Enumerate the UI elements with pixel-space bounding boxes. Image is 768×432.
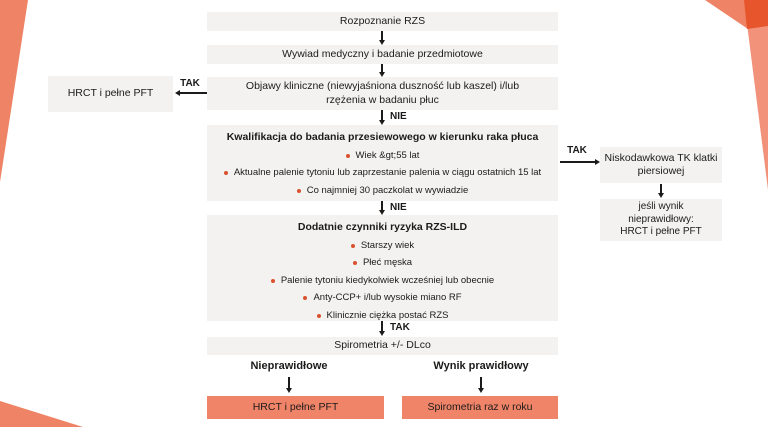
node-if-abnormal-line2: nieprawidłowy: xyxy=(628,213,694,225)
risk-bullet-4 xyxy=(303,292,461,304)
decor-bottom-left-triangle xyxy=(0,401,83,427)
risk-bullet-2-text: Płeć męska xyxy=(362,257,413,268)
edge-label-tak-3: TAK xyxy=(390,322,410,333)
node-symptoms xyxy=(207,77,558,110)
edge-label-tak-right: TAK xyxy=(567,145,587,156)
edge-label-nie-1: NIE xyxy=(390,111,407,122)
edge-label-tak-left: TAK xyxy=(180,78,200,89)
bullet-dot-icon xyxy=(317,314,321,318)
arrow-left-to-hrct xyxy=(180,92,207,94)
arrow-down-5 xyxy=(381,321,383,331)
result-spirometry-label: Spirometria raz w roku xyxy=(427,400,533,413)
edge-label-nie-2: NIE xyxy=(390,202,407,213)
node-history-label: Wywiad medyczny i badanie przedmiotowe xyxy=(282,47,483,60)
arrow-down-right-column xyxy=(660,184,662,193)
branch-label-normal: Wynik prawidłowy xyxy=(433,360,529,372)
risk-bullet-3-text: Palenie tytoniu kiedykolwiek wcześniej lub obecnie xyxy=(280,274,495,286)
node-history xyxy=(207,45,558,64)
node-symptoms-line2: rzężenia w badaniu płuc xyxy=(326,93,439,106)
node-ldct-line1: Niskodawkowa TK klatki xyxy=(604,151,718,164)
result-hrct-box xyxy=(207,396,384,419)
risk-bullet-4-text: Anty-CCP+ i/lub wysokie miano RF xyxy=(313,292,462,303)
node-if-abnormal xyxy=(600,199,722,241)
arrow-down-normal xyxy=(480,377,482,388)
node-risk-factors xyxy=(207,215,558,321)
risk-bullet-1 xyxy=(351,240,414,252)
node-if-abnormal-line3: HRCT i pełne PFT xyxy=(620,226,702,238)
risk-bullet-5-text: Klinicznie ciężka postać RZS xyxy=(326,309,449,321)
node-spirometry xyxy=(207,337,558,355)
arrow-down-2 xyxy=(381,64,383,72)
node-ldct xyxy=(600,147,722,183)
arrow-down-1 xyxy=(381,31,383,40)
node-spirometry-label: Spirometria +/- DLco xyxy=(334,339,431,352)
node-diagnosis xyxy=(207,12,558,31)
bullet-dot-icon xyxy=(353,261,357,265)
bullet-dot-icon xyxy=(224,171,228,175)
node-symptoms-line1: Objawy kliniczne (niewyjaśniona duszność lub kaszel) i/lub xyxy=(245,80,520,93)
screening-bullet-3 xyxy=(297,185,469,197)
screening-bullet-2 xyxy=(224,167,541,179)
risk-bullet-2 xyxy=(353,257,412,269)
node-risk-factors-title: Dodatnie czynniki ryzyka RZS-ILD xyxy=(297,221,468,233)
node-if-abnormal-line1: jeśli wynik xyxy=(638,201,684,213)
node-ldct-line2: piersiowej xyxy=(637,165,685,177)
bullet-dot-icon xyxy=(351,244,355,248)
decor-top-left-triangle xyxy=(0,0,28,182)
screening-bullet-2-text: Aktualne palenie tytoniu lub zaprzestanie palenia w ciągu ostatnich 15 lat xyxy=(233,167,542,178)
risk-bullet-1-text: Starszy wiek xyxy=(360,239,415,251)
arrow-down-4 xyxy=(381,201,383,210)
node-hrct-left xyxy=(48,76,173,112)
result-spirometry-box xyxy=(402,396,558,419)
arrow-right-to-ldct xyxy=(560,161,595,163)
screening-bullet-3-text: Co najmniej 30 paczkolat w wywiadzie xyxy=(306,184,469,196)
arrow-down-abnormal xyxy=(288,377,290,388)
screening-bullet-1-text: Wiek &gt;55 lat xyxy=(355,149,420,161)
bullet-dot-icon xyxy=(297,189,301,193)
branch-label-abnormal: Nieprawidłowe xyxy=(250,360,328,372)
risk-bullet-5 xyxy=(317,310,449,322)
node-screening xyxy=(207,125,558,201)
screening-bullet-1 xyxy=(346,150,420,162)
result-hrct-label: HRCT i pełne PFT xyxy=(252,400,339,413)
node-hrct-left-label: HRCT i pełne PFT xyxy=(67,87,154,100)
risk-bullet-3 xyxy=(271,275,494,287)
bullet-dot-icon xyxy=(271,279,275,283)
arrow-down-3 xyxy=(381,110,383,120)
bullet-dot-icon xyxy=(303,296,307,300)
node-screening-title: Kwalifikacja do badania przesiewowego w kierunku raka płuca xyxy=(226,131,539,143)
node-diagnosis-label: Rozpoznanie RZS xyxy=(339,14,426,27)
bullet-dot-icon xyxy=(346,154,350,158)
decor-top-right-overlap xyxy=(744,0,768,29)
